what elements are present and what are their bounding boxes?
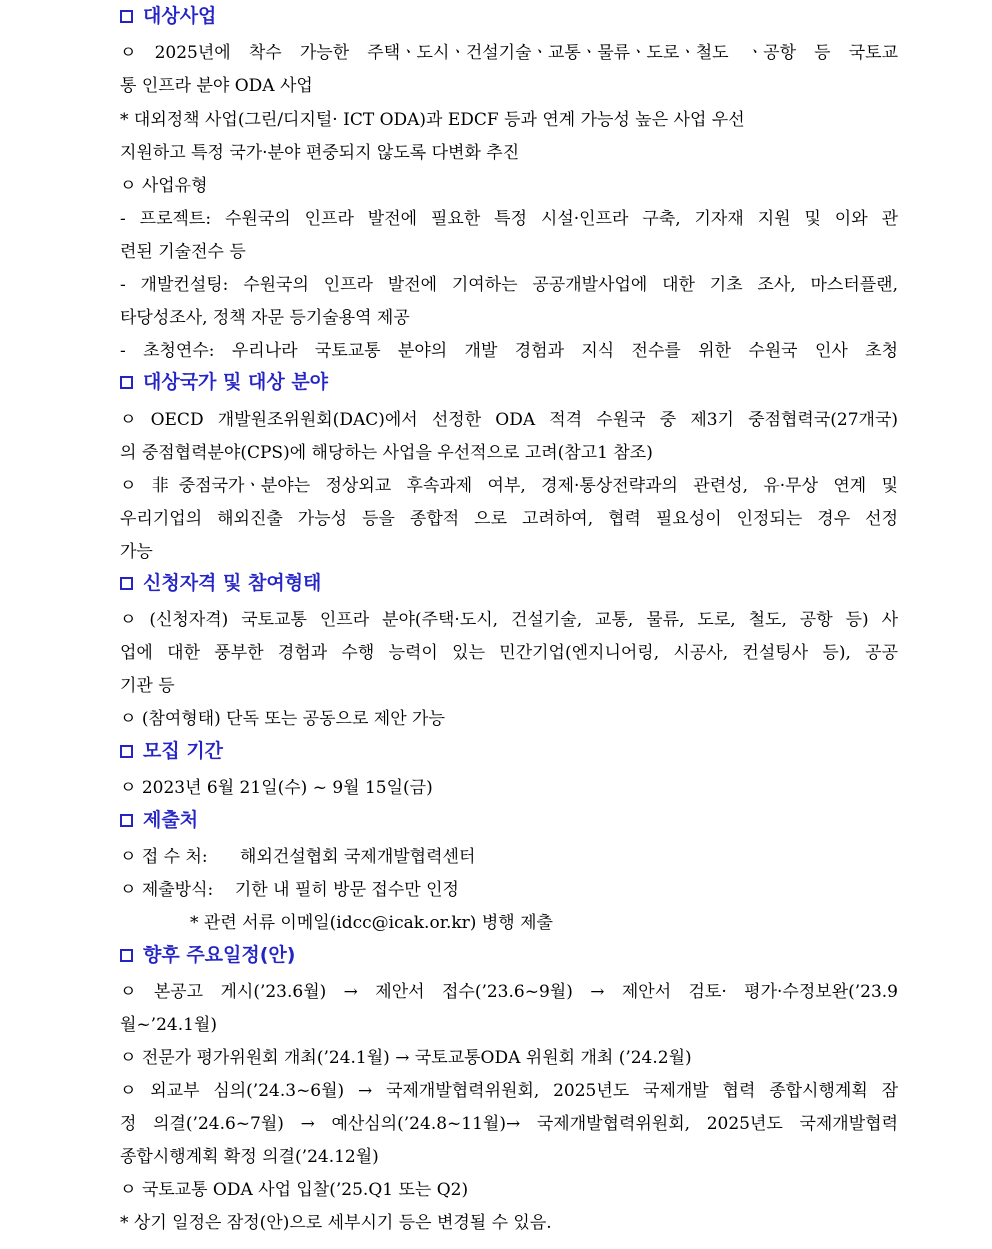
checkbox-square-icon	[120, 577, 133, 590]
paragraph-line: ㅇ 국토교통 ODA 사업 입찰(’25.Q1 또는 Q2)	[120, 1180, 469, 1200]
paragraph-line: ㅇ 전문가 평가위원회 개최(’24.1월) → 국토교통ODA 위원회 개최 (’24.2월)	[120, 1048, 692, 1068]
paragraph-line: ㅇ (참여형태) 단독 또는 공동으로 제안 가능	[120, 709, 445, 729]
paragraph-line: 우리기업의 해외진출 가능성 등을 종합적 으로 고려하여, 협력 필요성이 인정되는 경우 선정	[120, 509, 898, 529]
note-line: * 상기 일정은 잠정(안)으로 세부시기 등은 변경될 수 있음.	[120, 1213, 552, 1233]
paragraph-line: ㅇ 2023년 6월 21일(수) ~ 9월 15일(금)	[120, 778, 433, 798]
paragraph-line: 련된 기술전수 등	[120, 242, 246, 262]
paragraph-line: ㅇ (신청자격) 국토교통 인프라 분야(주택·도시, 건설기술, 교통, 물류, 도로, 철도, 공항 등) 사	[120, 610, 898, 630]
paragraph-line: 타당성조사, 정책 자문 등기술용역 제공	[120, 308, 410, 328]
checkbox-square-icon	[120, 949, 133, 962]
paragraph-line: ㅇ OECD 개발원조위원회(DAC)에서 선정한 ODA 적격 수원국 중 제3기 중점협력국(27개국)	[120, 410, 898, 430]
paragraph-line: - 프로젝트: 수원국의 인프라 발전에 필요한 특정 시설·인프라 구축, 기자재 지원 및 이와 관	[120, 209, 898, 229]
section-heading-schedule: 향후 주요일정(안)	[120, 939, 295, 972]
paragraph-line: 업에 대한 풍부한 경험과 수행 능력이 있는 민간기업(엔지니어링, 시공사, 컨설팅사 등), 공공	[120, 643, 898, 663]
note-line: * 대외정책 사업(그린/디지털· ICT ODA)과 EDCF 등과 연계 가능성 높은 사업 우선	[120, 110, 745, 130]
checkbox-square-icon	[120, 376, 133, 389]
paragraph-line: ㅇ 제출방식: 기한 내 필히 방문 접수만 인정	[120, 880, 459, 900]
paragraph-line: ㅇ 외교부 심의(’24.3~6월) → 국제개발협력위원회, 2025년도 국제개발 협력 종합시행계획 잠	[120, 1081, 898, 1101]
section-heading-recruitment-period: 모집 기간	[120, 735, 223, 768]
paragraph-line: ㅇ 2025년에 착수 가능한 주택ㆍ도시ㆍ건설기술ㆍ교통ㆍ물류ㆍ도로ㆍ철도 ㆍ공항 등 국토교	[120, 43, 898, 63]
section-heading-submission: 제출처	[120, 804, 198, 837]
paragraph-line: 기관 등	[120, 676, 175, 696]
section-heading-target-projects: 대상사업	[120, 0, 216, 33]
section-heading-target-countries: 대상국가 및 대상 분야	[120, 366, 328, 399]
note-line: * 관련 서류 이메일(idcc@icak.or.kr) 병행 제출	[190, 913, 553, 933]
paragraph-line: - 개발컨설팅: 수원국의 인프라 발전에 기여하는 공공개발사업에 대한 기초 조사, 마스터플랜,	[120, 275, 898, 295]
paragraph-line: 가능	[120, 542, 153, 562]
paragraph-line: ㅇ 非중점국가ㆍ분야는 정상외교 후속과제 여부, 경제·통상전략과의 관련성, 유·무상 연계 및	[120, 476, 898, 496]
checkbox-square-icon	[120, 745, 133, 758]
paragraph-line: - 초청연수: 우리나라 국토교통 분야의 개발 경험과 지식 전수를 위한 수원국 인사 초청	[120, 341, 898, 361]
paragraph-line: 통 인프라 분야 ODA 사업	[120, 76, 313, 96]
paragraph-line: 정 의결(’24.6~7월) → 예산심의(’24.8~11월)→ 국제개발협력위원회, 2025년도 국제개발협력	[120, 1114, 898, 1134]
paragraph-line: 월~’24.1월)	[120, 1015, 217, 1035]
section-heading-eligibility: 신청자격 및 참여형태	[120, 567, 321, 600]
paragraph-line: 의 중점협력분야(CPS)에 해당하는 사업을 우선적으로 고려(참고1 참조)	[120, 443, 653, 463]
paragraph-line: 종합시행계획 확정 의결(’24.12월)	[120, 1147, 379, 1167]
paragraph-line: ㅇ 본공고 게시(’23.6월) → 제안서 접수(’23.6~9월) → 제안서 검토· 평가·수정보완(’23.9	[120, 982, 898, 1002]
checkbox-square-icon	[120, 814, 133, 827]
checkbox-square-icon	[120, 10, 133, 23]
paragraph-line: ㅇ 접 수 처: 해외건설협회 국제개발협력센터	[120, 847, 476, 867]
paragraph-line: ㅇ 사업유형	[120, 176, 208, 196]
note-line: 지원하고 특정 국가·분야 편중되지 않도록 다변화 추진	[120, 143, 520, 163]
